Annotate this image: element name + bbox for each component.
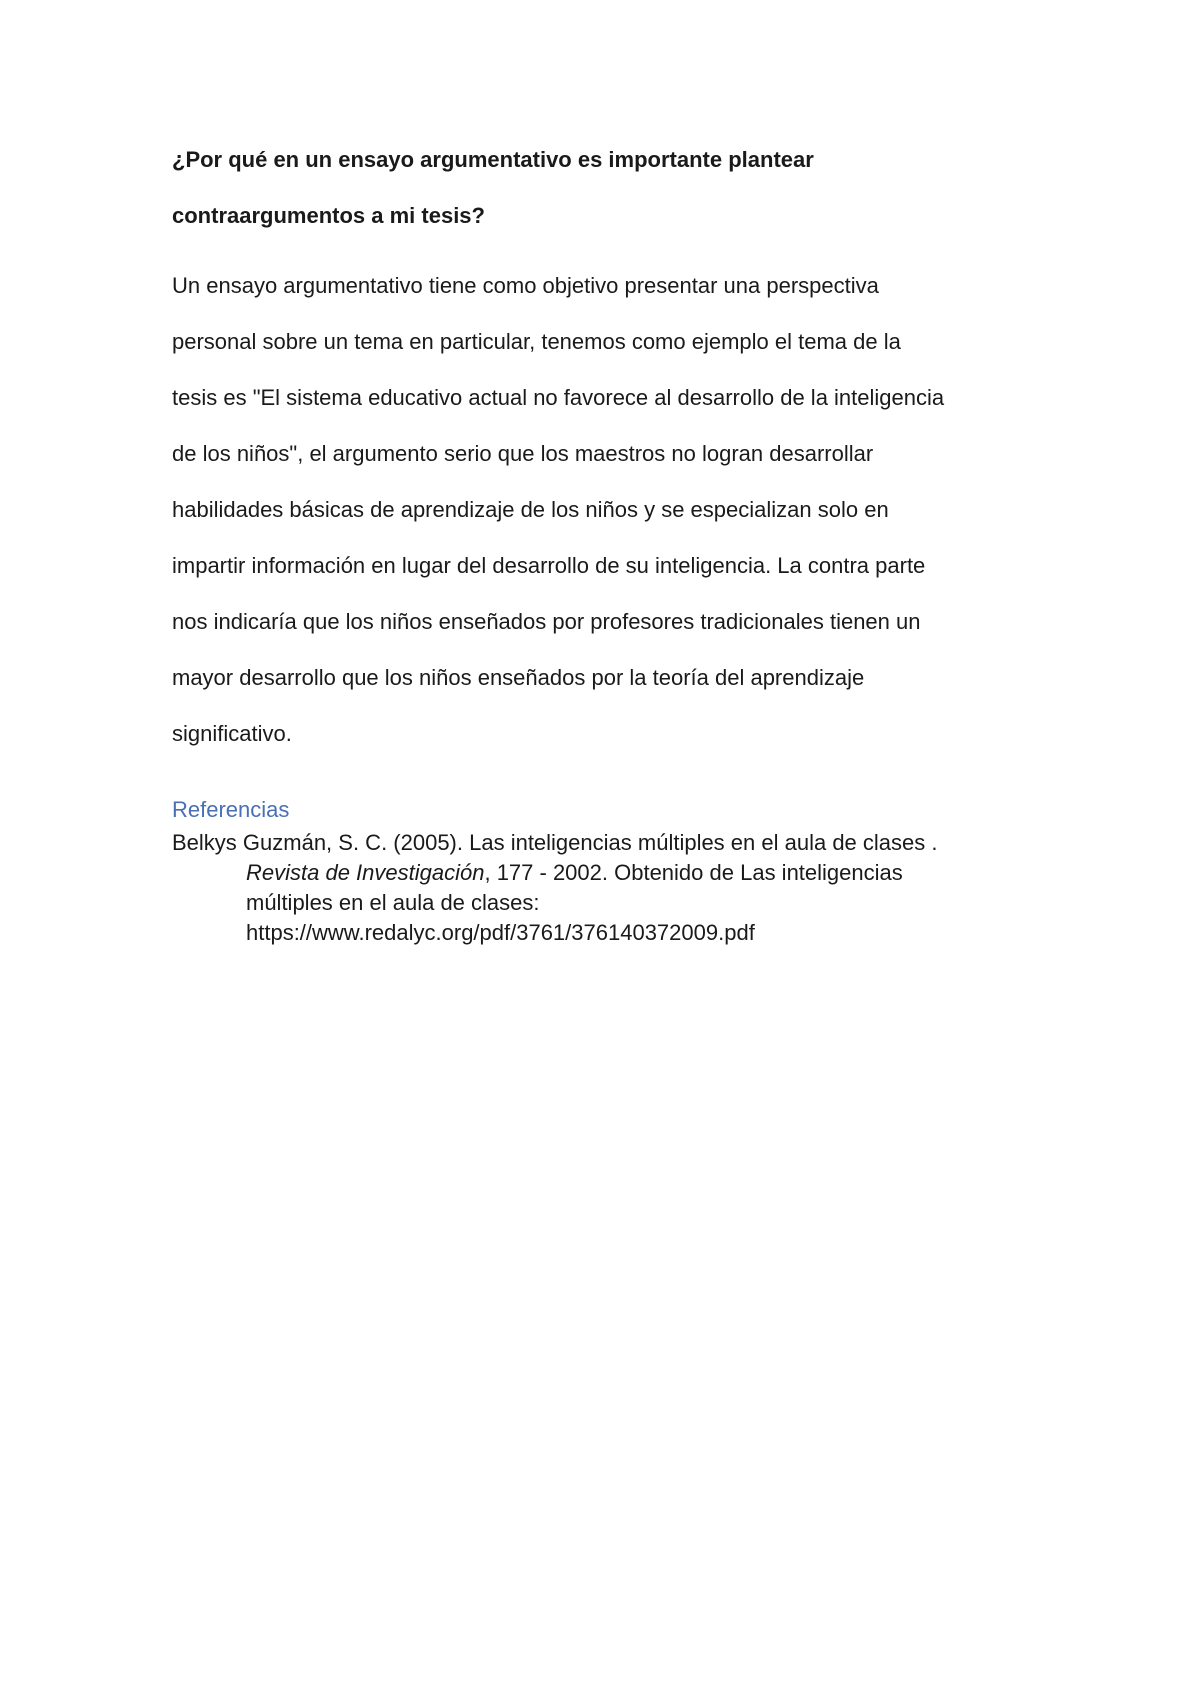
paragraph-line-4: de los niños", el argumento serio que los maestros no logran desarrollar [172, 441, 874, 466]
paragraph-line-7: nos indicaría que los niños enseñados por profesores tradicionales tienen un [172, 609, 921, 634]
paragraph-line-9: significativo. [172, 721, 292, 746]
paragraph-line-6: impartir información en lugar del desarrollo de su inteligencia. La contra parte [172, 553, 926, 578]
paragraph-line-8: mayor desarrollo que los niños enseñados por la teoría del aprendizaje [172, 665, 865, 690]
essay-content [172, 132, 1042, 762]
question-title-line-1: ¿Por qué en un ensayo argumentativo es importante plantear [172, 147, 814, 172]
references-heading: Referencias [172, 797, 290, 822]
paragraph-line-2: personal sobre un tema en particular, tenemos como ejemplo el tema de la [172, 329, 901, 354]
reference-line-2 [172, 858, 1072, 888]
reference-line-3: múltiples en el aula de clases: [246, 890, 540, 915]
essay-paragraph [172, 258, 1042, 762]
reference-url: https://www.redalyc.org/pdf/3761/376140372009.pdf [246, 920, 755, 945]
reference-entry [172, 828, 1072, 948]
reference-journal: Revista de Investigación [246, 860, 485, 885]
paragraph-line-1: Un ensayo argumentativo tiene como objetivo presentar una perspectiva [172, 273, 879, 298]
question-title-line-2: contraargumentos a mi tesis? [172, 203, 485, 228]
paragraph-line-5: habilidades básicas de aprendizaje de los niños y se especializan solo en [172, 497, 889, 522]
reference-line-2-rest: , 177 - 2002. Obtenido de Las inteligencias [484, 860, 903, 885]
reference-line-1: Belkys Guzmán, S. C. (2005). Las inteligencias múltiples en el aula de clases . [172, 830, 938, 855]
paragraph-line-3: tesis es "El sistema educativo actual no favorece al desarrollo de la inteligencia [172, 385, 945, 410]
